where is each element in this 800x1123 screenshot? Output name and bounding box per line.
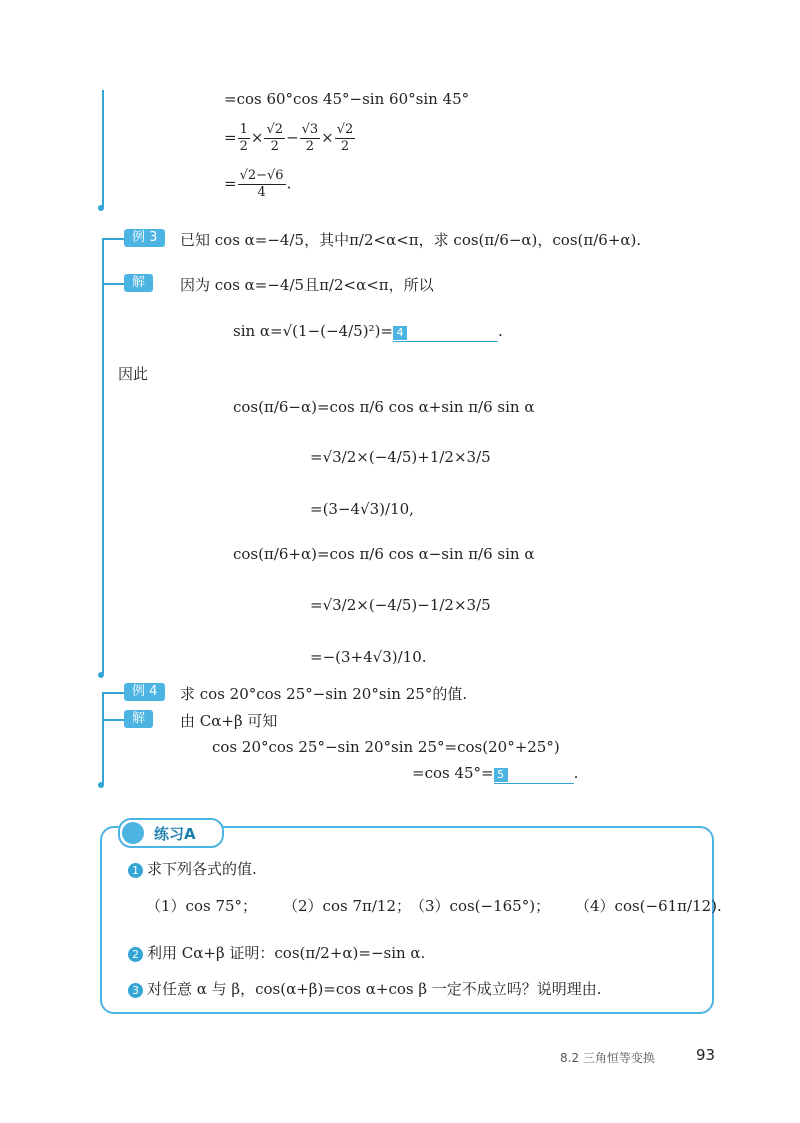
equals: = xyxy=(224,174,237,193)
cos-minus-line-1: cos(π/6−α)=cos π/6 cos α+sin π/6 sin α xyxy=(233,398,535,416)
cos-plus-line-3: =−(3+4√3)/10. xyxy=(310,648,427,666)
number-badge: 2 xyxy=(128,947,143,962)
q1-text: 求下列各式的值. xyxy=(147,860,257,878)
answer-blank-4[interactable] xyxy=(393,323,498,342)
top-line-3: = $\frac{√2-√6}{4}$ . xyxy=(224,168,292,200)
sin-line: sin α=√(1−(−4/5)²)= 4 . xyxy=(233,322,503,340)
number-badge: 3 xyxy=(128,983,143,998)
example-4-text: 求 cos 20°cos 25°−sin 20°sin 25°的值. xyxy=(180,685,468,703)
exercise-title: 练习A xyxy=(154,825,196,843)
exercise-q1 xyxy=(128,858,257,879)
margin-dot xyxy=(98,672,104,678)
margin-rule xyxy=(102,238,104,674)
solution-text: 因为 cos α=−4/5且π/2<α<π，所以 xyxy=(180,276,434,294)
q1-item-3: （3）cos(−165°)； xyxy=(410,897,551,915)
q1-item-4: （4）cos(−61π/12). xyxy=(575,897,722,915)
example-3-tag: 例 3 xyxy=(124,229,165,247)
therefore-text: 因此 xyxy=(118,365,149,383)
number-badge: 1 xyxy=(128,863,143,878)
q2-text: 利用 Cα+β 证明：cos(π/2+α)=−sin α. xyxy=(147,944,426,962)
blank-number: 5 xyxy=(494,768,508,782)
q1-item-1: （1）cos 75°； xyxy=(146,897,258,915)
cos-minus-line-2: =√3/2×(−4/5)+1/2×3/5 xyxy=(310,448,491,466)
q3-text: 对任意 α 与 β，cos(α+β)=cos α+cos β 一定不成立吗？说明理由. xyxy=(147,980,602,998)
sin-expression: sin α=√(1−(−4/5)²)= xyxy=(233,322,393,340)
example-4-line-1: cos 20°cos 25°−sin 20°sin 25°=cos(20°+25°) xyxy=(212,738,560,756)
margin-rule xyxy=(102,90,104,207)
tag-connector xyxy=(102,692,124,694)
blank-number: 4 xyxy=(393,326,407,340)
tag-connector xyxy=(102,283,124,285)
page-number: 93 xyxy=(696,1046,716,1064)
margin-dot xyxy=(98,782,104,788)
exercise-title-tab xyxy=(118,818,224,848)
footer-section: 8.2 三角恒等变换 xyxy=(560,1051,655,1065)
solution-tag: 解 xyxy=(124,274,153,292)
answer-blank-5[interactable] xyxy=(494,765,574,784)
tag-connector xyxy=(102,238,124,240)
solution-tag: 解 xyxy=(124,710,153,728)
cos45-expression: =cos 45°= xyxy=(412,764,494,782)
exercise-q2 xyxy=(128,942,425,963)
example-4-line-2: =cos 45°= 5 . xyxy=(412,764,579,782)
cos-minus-line-3: =(3−4√3)/10, xyxy=(310,500,414,518)
top-line-1: =cos 60°cos 45°−sin 60°sin 45° xyxy=(224,90,470,108)
exercise-q3 xyxy=(128,978,602,999)
margin-dot xyxy=(98,205,104,211)
tag-connector xyxy=(102,719,124,721)
cos-plus-line-1: cos(π/6+α)=cos π/6 cos α−sin π/6 sin α xyxy=(233,545,535,563)
example-3-text: 已知 cos α=−4/5，其中π/2<α<π，求 cos(π/6−α)，cos(π/6+α). xyxy=(180,231,642,249)
solution-text: 由 Cα+β 可知 xyxy=(180,712,278,730)
q1-item-2: （2）cos 7π/12； xyxy=(283,897,411,915)
equals: = xyxy=(224,128,237,147)
cos-plus-line-2: =√3/2×(−4/5)−1/2×3/5 xyxy=(310,596,491,614)
margin-rule xyxy=(102,692,104,784)
top-line-2: = $\frac{1}{2}$ × $\frac{√2}{2}$ − $\frac{√3}{2}$ × $\frac{√2}{2}$ xyxy=(224,122,354,154)
exercise-icon xyxy=(122,822,144,844)
example-4-tag: 例 4 xyxy=(124,683,165,701)
